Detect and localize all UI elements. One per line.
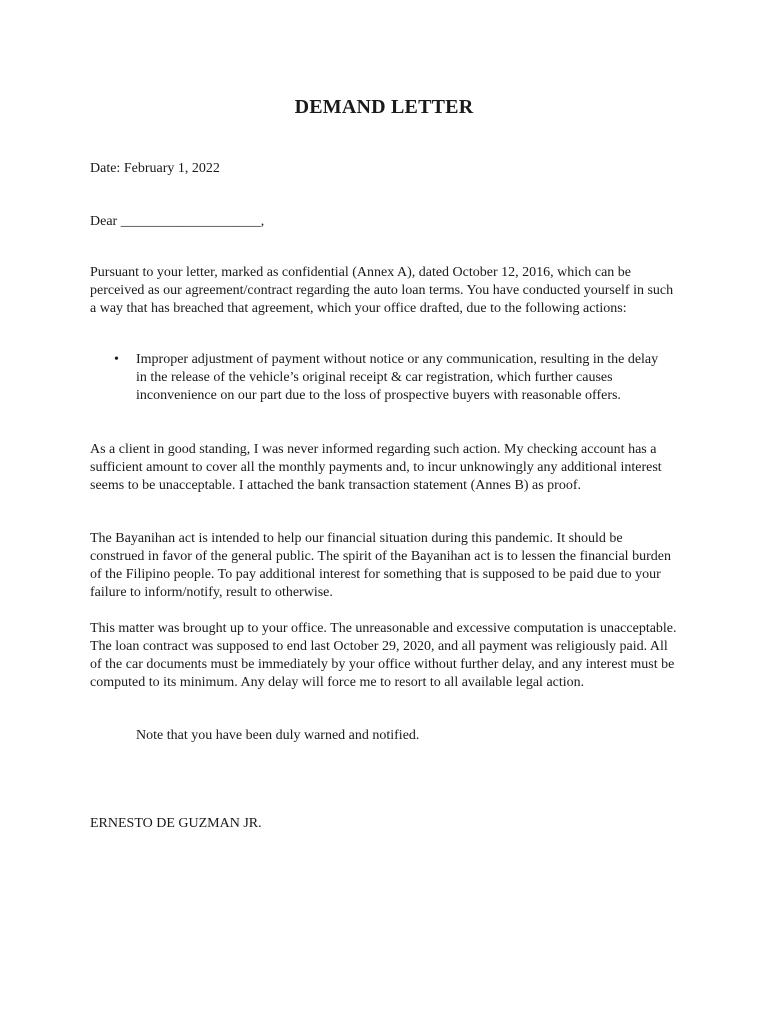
warning-note: Note that you have been duly warned and notified. — [136, 728, 420, 743]
paragraph-intro: Pursuant to your letter, marked as confidential (Annex A), dated October 12, 2016, which can be perceived as our agreement/contract regarding the auto loan terms. You have conducted yourself in such a way that has breached that agreement, which your office drafted, due to the following actions: — [90, 265, 674, 316]
paragraph-bayanihan-act: The Bayanihan act is intended to help our financial situation during this pandemic. It should be construed in favor of the general public. The spirit of the Bayanihan act is to lessen the financial burden of the Filipino people. To pay additional interest for something that is supposed to be paid due to your failure to inform/notify, result to otherwise. — [90, 531, 671, 600]
salutation: Dear ____________________, — [90, 214, 265, 229]
paragraph-client-standing: As a client in good standing, I was never informed regarding such action. My checking account has a sufficient amount to cover all the monthly payments and, to incur unknowingly any additional interest seems to be unacceptable. I attached the bank transaction statement (Annes B) as proof. — [90, 442, 662, 493]
signature: ERNESTO DE GUZMAN JR. — [90, 816, 262, 831]
bullet-icon: • — [114, 352, 119, 367]
list-item — [110, 351, 670, 405]
bullet-text: Improper adjustment of payment without notice or any communication, resulting in the delay in the release of the vehicle’s original receipt & car registration, which further causes inconvenience on our part due to the loss of prospective buyers with reasonable offers. — [136, 352, 659, 403]
date-line: Date: February 1, 2022 — [90, 161, 220, 176]
bullet-list — [110, 351, 670, 405]
paragraph-matter: This matter was brought up to your office. The unreasonable and excessive computation is unacceptable. The loan contract was supposed to end last October 29, 2020, and all payment was religiously paid. All of the car documents must be immediately by your office without further delay, and any interest must be computed to its minimum. Any delay will force me to resort to all available legal action. — [90, 621, 677, 690]
letter-title: DEMAND LETTER — [294, 96, 474, 118]
